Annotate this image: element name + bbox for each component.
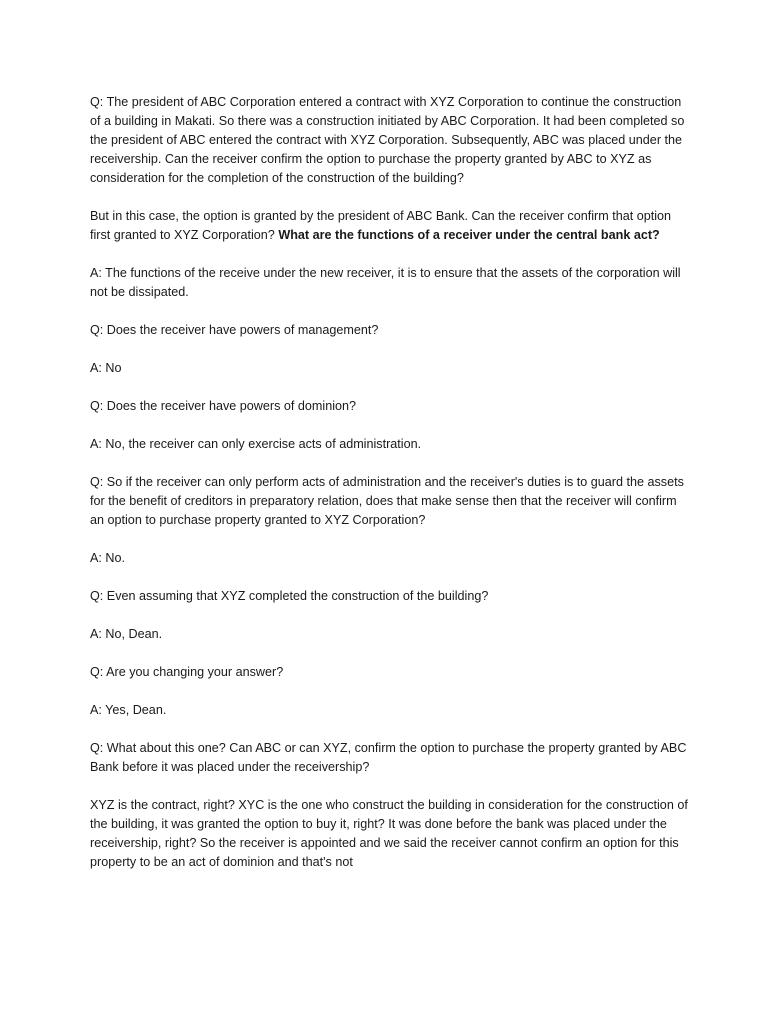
paragraph-question-3: Q: Does the receiver have powers of dominion? <box>90 399 357 413</box>
paragraph-question-4: Q: So if the receiver can only perform acts of administration and the receiver's duties is to guard the assets for the benefit of creditors in preparatory relation, does that make sense then that the receiver will confirm an option to purchase property granted to XYZ Corporation? <box>90 475 684 527</box>
paragraph-question-2: Q: Does the receiver have powers of management? <box>90 323 379 337</box>
paragraph-question-6: Q: Are you changing your answer? <box>90 665 284 679</box>
paragraph-answer-5: A: No, Dean. <box>90 627 163 641</box>
bold-question-text: What are the functions of a receiver under the central bank act? <box>278 228 660 242</box>
paragraph-explanation: XYZ is the contract, right? XYC is the one who construct the building in consideration for the construction of the building, it was granted the option to buy it, right? It was done before the bank was placed under the receivership, right? So the receiver is appointed and we said the receiver cannot confirm an option for this property to be an act of dominion and that's not <box>90 798 688 869</box>
paragraph-answer-4: A: No. <box>90 551 125 565</box>
paragraph-question-5: Q: Even assuming that XYZ completed the construction of the building? <box>90 589 489 603</box>
paragraph-answer-6: A: Yes, Dean. <box>90 703 167 717</box>
paragraph-answer-1: A: The functions of the receive under the new receiver, it is to ensure that the assets of the corporation will not be dissipated. <box>90 266 681 299</box>
document-body <box>90 93 690 891</box>
paragraph-question-1-followup: But in this case, the option is granted by the president of ABC Bank. Can the receiver confirm that option first granted to XYZ Corporation? What are the functions of a receiver under the central bank act? <box>90 209 672 242</box>
paragraph-question-1: Q: The president of ABC Corporation entered a contract with XYZ Corporation to continue the construction of a building in Makati. So there was a construction initiated by ABC Corporation. It had been completed so the president of ABC entered the contract with XYZ Corporation. Subsequently, ABC was placed under the receivership. Can the receiver confirm the option to purchase the property granted by ABC to XYZ as consideration for the completion of the construction of the building? <box>90 95 685 185</box>
paragraph-question-7: Q: What about this one? Can ABC or can XYZ, confirm the option to purchase the property granted by ABC Bank before it was placed under the receivership? <box>90 741 687 774</box>
paragraph-answer-2: A: No <box>90 361 122 375</box>
paragraph-answer-3: A: No, the receiver can only exercise acts of administration. <box>90 437 422 451</box>
